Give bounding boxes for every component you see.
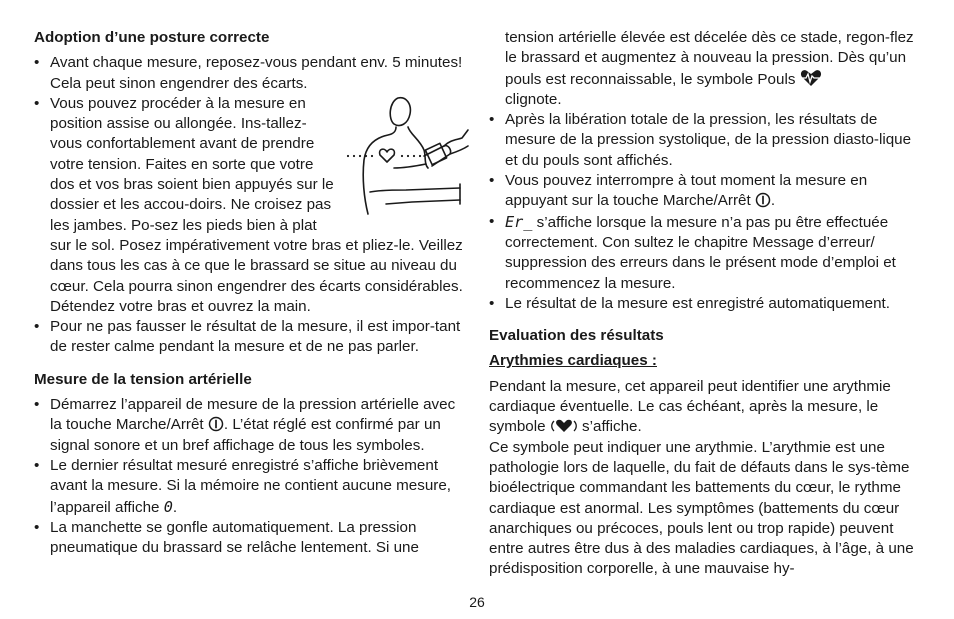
arrhythmia-paragraph-2: Ce symbole peut indiquer une arythmie. L’arythmie est une pathologie lors de laquelle, du fait de défauts dans le sys-tème bioélectrique commandant les battements du cœur, le rythme cardiaque est anormal. Les symptômes (battements du cœur anarchiques ou précoces, pouls lent ou trop rapide) peuvent entre autres être dus à des maladies cardiaques, à l’âge, à une prédisposition corporelle, à une mauvaise hy- xyxy=(489,438,914,578)
measure-item-start: • Démarrez l’appareil de mesure de la pression artérielle avec la touche Marche/Arrêt . L’état réglé est confirmé par un signal sonore et un bref affichage de tous les symboles. xyxy=(34,395,470,456)
pulse-heart-icon xyxy=(800,69,822,87)
posture-illustration xyxy=(340,94,476,218)
arrhythmia-heading: Arythmies cardiaques : xyxy=(489,352,657,370)
seated-person-icon xyxy=(340,94,476,218)
results-list xyxy=(489,110,921,314)
arrhythmia-paragraph-1: Pendant la mesure, cet appareil peut identifier une arythmie cardiaque éventuelle. Le cas échéant, après la mesure, le symbole s’affiche. xyxy=(489,377,891,436)
posture-heading: Adoption d’une posture correcte xyxy=(34,29,270,46)
measure-item-inflate: • La manchette se gonfle automatiquement. La pression pneumatique du brassard se relâche lentement. Si une xyxy=(34,518,470,559)
measure-continuation: tension artérielle élevée est décelée dès ce stade, regon-flez le brassard et augmentez à nouveau la pression. Dès qu’un pouls est reconnaissable, le symbole Pouls clignote. xyxy=(505,29,914,108)
left-column xyxy=(34,28,470,558)
measure-item-memory: • Le dernier résultat mesuré enregistré s’affiche brièvement avant la mesure. Si la mémoire ne contient aucune mesure, l’appareil affiche 0. xyxy=(34,456,470,518)
arrhythmia-heart-icon xyxy=(550,418,578,434)
right-column xyxy=(489,28,921,580)
page-number: 26 xyxy=(469,594,485,610)
measure-heading: Mesure de la tension artérielle xyxy=(34,370,252,388)
evaluation-heading: Evaluation des résultats xyxy=(489,327,664,345)
power-button-icon xyxy=(755,192,771,208)
result-item-error: • Er_ s’affiche lorsque la mesure n’a pas pu être effectuée correctement. Con sultez le chapitre Message d’erreur/ suppression des erreurs dans le présent mode d’emploi et recommencez la mesure. xyxy=(489,212,921,294)
posture-item-position xyxy=(34,94,470,317)
result-item-release: • Après la libération totale de la pression, les résultats de mesure de la pression systolique, de la pression diasto-lique et du pouls sont affichés. xyxy=(489,110,921,171)
error-display-code: Er_ xyxy=(505,212,533,231)
result-item-interrupt: • Vous pouvez interrompre à tout moment la mesure en appuyant sur la touche Marche/Arrêt . xyxy=(489,171,921,212)
posture-item-position-text: Vous pouvez procéder à la mesure en position assise ou allongée. Ins-tallez-vous confortablement avant de prendre votre tension. Faites en sorte que votre dos et vos bras soient bien appuyés sur le dossier et les accou-doirs. Ne croisez pas les jambes. Po-sez les pieds bien à plat sur le sol. Posez impérativement votre bras et pliez-le. Veillez dans tous les cas à ce que le brassard se situe au niveau du cœur. Cela pourra sinon engendrer des écarts considérables. Détendez votre bras et ouvrez la main. xyxy=(50,94,463,315)
display-zero: 0 xyxy=(163,497,173,516)
posture-item-calm: • Pour ne pas fausser le résultat de la mesure, il est impor-tant de rester calme pendant la mesure et de ne pas parler. xyxy=(34,317,470,358)
power-button-icon xyxy=(208,416,224,432)
measure-list xyxy=(34,395,470,558)
posture-item-rest: • Avant chaque mesure, reposez-vous pendant env. 5 minutes! Cela peut sinon engendrer des écarts. xyxy=(34,53,470,94)
posture-list xyxy=(34,53,470,357)
result-item-saved: • Le résultat de la mesure est enregistré automatiquement. xyxy=(489,294,921,314)
